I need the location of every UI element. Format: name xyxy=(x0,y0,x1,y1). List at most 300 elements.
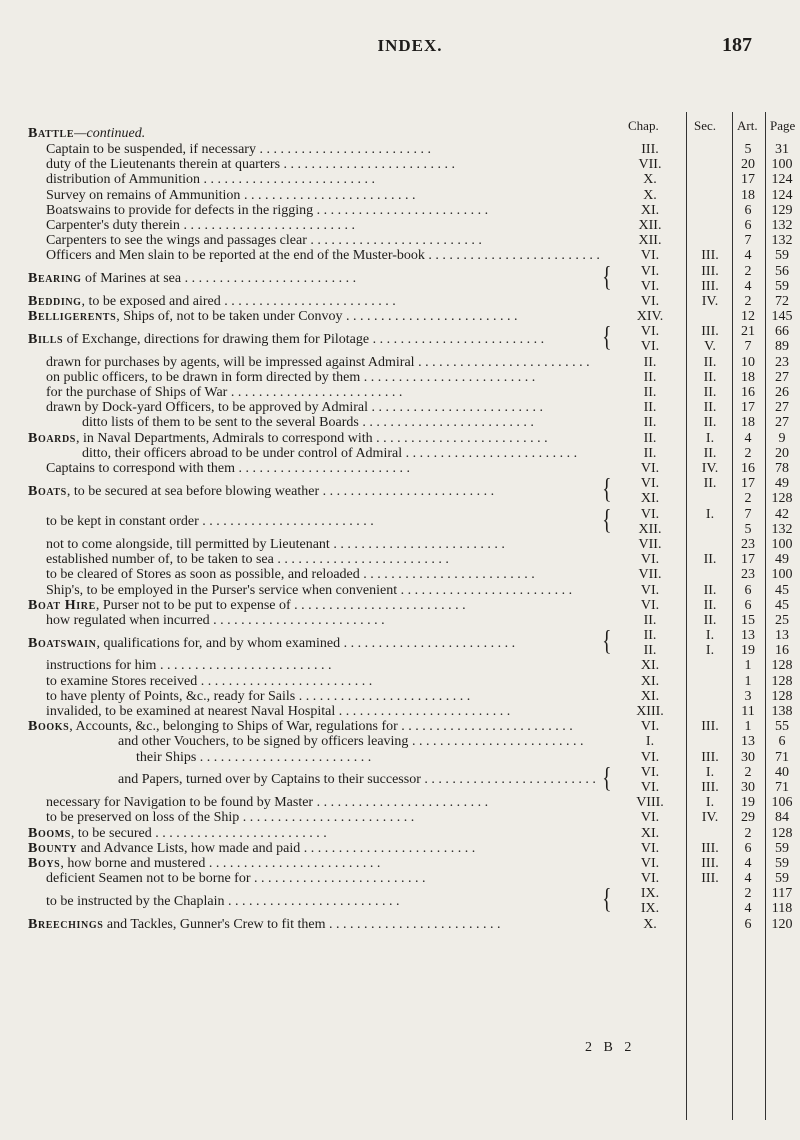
section-cell xyxy=(690,871,730,886)
entry-text xyxy=(46,400,600,415)
chapter-cell-value: III. xyxy=(641,142,659,157)
chapter-cell xyxy=(620,172,680,187)
article-cell xyxy=(734,431,762,446)
section-cell xyxy=(690,750,730,765)
article-cell-value: 19 xyxy=(741,795,755,811)
page-header xyxy=(0,0,800,60)
article-cell xyxy=(734,734,762,749)
chapter-cell-value: VI. xyxy=(640,779,660,795)
entry-text xyxy=(46,613,600,628)
page-cell xyxy=(766,172,798,187)
page-cell xyxy=(766,446,798,461)
article-cell-value: 6 xyxy=(744,582,752,598)
entry-text xyxy=(46,583,600,598)
section-cell-value: II. xyxy=(703,369,717,385)
section-cell xyxy=(690,552,730,567)
column-header-chap: Chap. xyxy=(628,118,659,133)
article-cell-value: 4 xyxy=(744,855,752,871)
article-cell xyxy=(734,461,762,476)
entry-text xyxy=(28,826,600,841)
article-cell xyxy=(734,233,762,248)
article-cell xyxy=(734,446,762,461)
section-cell xyxy=(690,507,730,522)
section-cell-value: II. xyxy=(703,597,717,613)
brace-mark: { xyxy=(602,626,612,658)
index-row xyxy=(0,841,800,856)
entry-text xyxy=(46,218,600,233)
index-row xyxy=(0,385,800,400)
page-cell-value: 106 xyxy=(771,795,793,811)
entry-text xyxy=(46,157,600,172)
section-cell-value: II. xyxy=(703,400,717,416)
entry-description: to be cleared of Stores as soon as possible, and reloaded xyxy=(46,567,360,583)
chapter-cell xyxy=(620,886,680,916)
entry-description: , to be secured at sea before blowing weather xyxy=(66,483,320,499)
leader-dots: . . . . . . . . . . . . . . . . . . . . . . . . . xyxy=(342,309,518,325)
entry-text xyxy=(118,734,600,749)
section-cell-value: IV. xyxy=(701,460,719,476)
chapter-cell xyxy=(620,689,680,704)
chapter-cell-value: VI. xyxy=(640,810,660,826)
article-cell-value: 12 xyxy=(741,309,755,325)
entry-text xyxy=(28,271,600,286)
entry-text xyxy=(28,332,600,347)
page-cell xyxy=(766,886,798,916)
section-cell xyxy=(690,583,730,598)
brace-mark: { xyxy=(602,884,612,916)
page-cell xyxy=(766,415,798,430)
leader-dots: . . . . . . . . . . . . . . . . . . . . . . . . . xyxy=(300,840,476,856)
entry-keyword: Bills xyxy=(28,331,64,347)
chapter-cell-value: XI. xyxy=(640,673,660,689)
page-cell-value: 128 xyxy=(771,658,793,674)
article-cell-value: 6 xyxy=(744,916,752,932)
chapter-cell xyxy=(620,841,680,856)
section-cell xyxy=(690,841,730,856)
leader-dots: . . . . . . . . . . . . . . . . . . . . . . . . . xyxy=(151,825,327,841)
chapter-cell-value: VI. xyxy=(640,278,660,294)
section-cell xyxy=(690,370,730,385)
chapter-cell-value: XI. xyxy=(640,825,660,841)
page-cell-value: 20 xyxy=(775,445,789,461)
chapter-cell-value: VI. xyxy=(640,339,660,355)
entry-description: , Ships of, not to be taken under Convoy xyxy=(116,309,343,325)
leader-dots: . . . . . . . . . . . . . . . . . . . . . . . . . xyxy=(424,248,600,264)
article-cell-value: 6 xyxy=(744,597,752,613)
entry-text xyxy=(82,415,600,430)
page-cell xyxy=(766,461,798,476)
section-cell-value: III. xyxy=(701,278,719,294)
entry-description: drawn for purchases by agents, will be impressed against Admiral xyxy=(46,354,415,370)
page-cell-value: 100 xyxy=(771,567,793,583)
page-cell-value: 120 xyxy=(771,916,793,932)
entry-text xyxy=(46,514,600,529)
entry-description: to have plenty of Points, &c., ready for Sails xyxy=(46,688,296,704)
page-cell xyxy=(766,658,798,673)
page-cell-value: 27 xyxy=(775,415,789,431)
page-cell xyxy=(766,476,798,506)
index-row xyxy=(0,431,800,446)
chapter-cell xyxy=(620,446,680,461)
chapter-cell-value: II. xyxy=(643,369,657,385)
leader-dots: . . . . . . . . . . . . . . . . . . . . . . . . . xyxy=(280,157,456,173)
article-cell-value: 4 xyxy=(744,278,752,294)
leader-dots: . . . . . . . . . . . . . . . . . . . . . . . . . xyxy=(209,612,385,628)
page-cell-value: 132 xyxy=(771,233,793,249)
article-cell xyxy=(734,294,762,309)
index-row xyxy=(0,871,800,886)
chapter-cell-value: VI. xyxy=(640,855,660,871)
article-cell-value: 2 xyxy=(744,886,752,902)
entry-text xyxy=(136,750,600,765)
chapter-cell xyxy=(620,324,680,354)
entry-text xyxy=(28,636,600,651)
page-cell-value: 100 xyxy=(771,536,793,552)
chapter-cell xyxy=(620,431,680,446)
column-header-art: Art. xyxy=(737,118,758,133)
section-cell xyxy=(690,795,730,810)
section-cell xyxy=(690,294,730,309)
section-cell xyxy=(690,719,730,734)
section-cell xyxy=(690,598,730,613)
page-cell xyxy=(766,507,798,537)
chapter-cell-value: XIII. xyxy=(636,704,664,720)
section-cell-value: II. xyxy=(703,354,717,370)
index-row xyxy=(0,476,800,506)
chapter-cell-value: VII. xyxy=(638,567,662,583)
entry-text xyxy=(46,248,600,263)
page-cell-value: 23 xyxy=(775,354,789,370)
article-cell xyxy=(734,871,762,886)
article-cell-value: 2 xyxy=(744,764,752,780)
page-cell xyxy=(766,613,798,628)
page-cell xyxy=(766,917,798,932)
chapter-cell xyxy=(620,719,680,734)
entry-description: Survey on remains of Ammunition xyxy=(46,187,241,203)
page-cell-value: 129 xyxy=(771,202,793,218)
article-cell-value: 19 xyxy=(741,643,755,659)
index-row xyxy=(0,917,800,932)
article-cell-value: 23 xyxy=(741,567,755,583)
chapter-cell-value: VI. xyxy=(640,293,660,309)
index-row xyxy=(0,810,800,825)
entry-keyword: Bounty xyxy=(28,840,78,856)
leader-dots: . . . . . . . . . . . . . . . . . . . . . . . . . xyxy=(340,635,516,651)
article-cell xyxy=(734,157,762,172)
chapter-cell xyxy=(620,294,680,309)
entry-description: instructions for him xyxy=(46,658,157,674)
page-cell-value: 49 xyxy=(775,552,789,568)
article-cell-value: 4 xyxy=(744,430,752,446)
page-cell xyxy=(766,795,798,810)
entry-text xyxy=(46,894,600,909)
leader-dots: . . . . . . . . . . . . . . . . . . . . . . . . . xyxy=(402,445,578,461)
article-cell xyxy=(734,674,762,689)
article-cell-value: 1 xyxy=(744,673,752,689)
chapter-cell xyxy=(620,734,680,749)
entry-description: to be preserved on loss of the Ship xyxy=(46,810,240,826)
chapter-cell xyxy=(620,628,680,658)
article-cell-value: 17 xyxy=(741,172,755,188)
index-row xyxy=(0,598,800,613)
section-cell-value: I. xyxy=(705,430,715,446)
article-cell xyxy=(734,188,762,203)
page-cell-value: 132 xyxy=(771,521,793,537)
chapter-cell-value: VI. xyxy=(640,476,660,492)
page-cell-value: 100 xyxy=(771,157,793,173)
leader-dots: . . . . . . . . . . . . . . . . . . . . . . . . . xyxy=(368,400,544,416)
entry-text xyxy=(46,188,600,203)
page-cell-value: 25 xyxy=(775,612,789,628)
section-cell-value: IV. xyxy=(701,293,719,309)
chapter-cell xyxy=(620,461,680,476)
page-cell-value: 71 xyxy=(775,749,789,765)
entry-description: deficient Seamen not to be borne for xyxy=(46,871,251,887)
page-cell-value: 89 xyxy=(775,339,789,355)
index-row xyxy=(0,172,800,187)
section-cell-value: I. xyxy=(705,506,715,522)
leader-dots: . . . . . . . . . . . . . . . . . . . . . . . . . xyxy=(306,233,482,249)
article-cell xyxy=(734,476,762,506)
section-cell-value: I. xyxy=(705,795,715,811)
article-cell-value: 2 xyxy=(744,445,752,461)
page-cell-value: 40 xyxy=(775,764,789,780)
page-cell xyxy=(766,689,798,704)
index-row xyxy=(0,370,800,385)
chapter-cell xyxy=(620,613,680,628)
section-cell-value: II. xyxy=(703,582,717,598)
entry-text xyxy=(46,370,600,385)
entry-description: Carpenter's duty therein xyxy=(46,217,180,233)
article-cell-value: 23 xyxy=(741,536,755,552)
page-cell xyxy=(766,218,798,233)
page-cell xyxy=(766,248,798,263)
article-cell-value: 15 xyxy=(741,612,755,628)
section-cell-value: II. xyxy=(703,445,717,461)
page-cell-value: 26 xyxy=(775,385,789,401)
article-cell-value: 7 xyxy=(744,506,752,522)
chapter-cell xyxy=(620,917,680,932)
entry-text xyxy=(46,537,600,552)
index-row xyxy=(0,750,800,765)
chapter-cell xyxy=(620,370,680,385)
entry-description: and other Vouchers, to be signed by officers leaving xyxy=(118,734,409,750)
page-cell-value: 59 xyxy=(775,248,789,264)
article-cell-value: 13 xyxy=(741,734,755,750)
article-cell-value: 7 xyxy=(744,339,752,355)
leader-dots: . . . . . . . . . . . . . . . . . . . . . . . . . xyxy=(250,871,426,887)
chapter-cell xyxy=(620,567,680,582)
article-cell-value: 18 xyxy=(741,187,755,203)
brace-mark: { xyxy=(602,474,612,506)
index-row xyxy=(0,537,800,552)
article-cell xyxy=(734,370,762,385)
entry-description: to be kept in constant order xyxy=(46,514,199,530)
page-cell-value: 59 xyxy=(775,278,789,294)
article-cell-value: 1 xyxy=(744,658,752,674)
entry-description: Officers and Men slain to be reported at the end of the Muster-book xyxy=(46,248,425,264)
index-row xyxy=(0,719,800,734)
chapter-cell xyxy=(620,415,680,430)
entry-text xyxy=(28,431,600,446)
index-row xyxy=(0,324,800,354)
index-row xyxy=(0,218,800,233)
entry-description: duty of the Lieutenants therein at quarters xyxy=(46,157,281,173)
leader-dots: . . . . . . . . . . . . . . . . . . . . . . . . . xyxy=(397,582,573,598)
leader-dots: . . . . . . . . . . . . . . . . . . . . . . . . . xyxy=(255,142,431,157)
page-cell xyxy=(766,567,798,582)
article-cell-value: 2 xyxy=(744,263,752,279)
chapter-cell xyxy=(620,810,680,825)
article-cell xyxy=(734,826,762,841)
index-row xyxy=(0,294,800,309)
chapter-cell-value: II. xyxy=(643,445,657,461)
page-cell xyxy=(766,537,798,552)
article-cell xyxy=(734,324,762,354)
article-cell-value: 5 xyxy=(744,142,752,157)
page-cell-value: 66 xyxy=(775,324,789,340)
page-cell xyxy=(766,355,798,370)
leader-dots: . . . . . . . . . . . . . . . . . . . . . . . . . xyxy=(414,354,590,370)
article-cell xyxy=(734,719,762,734)
page-cell-value: 45 xyxy=(775,582,789,598)
chapter-cell-value: VIII. xyxy=(636,795,664,811)
chapter-cell xyxy=(620,355,680,370)
page-cell-value: 117 xyxy=(771,886,793,902)
page-cell-value: 6 xyxy=(778,734,786,750)
page-cell xyxy=(766,264,798,294)
section-heading xyxy=(28,126,145,142)
entry-description: , in Naval Departments, Admirals to correspond with xyxy=(75,430,373,446)
entry-description: of Exchange, directions for drawing them for Pilotage xyxy=(63,331,370,347)
page-cell-value: 42 xyxy=(775,506,789,522)
page-cell xyxy=(766,552,798,567)
entry-keyword: Bearing xyxy=(28,271,82,287)
entry-text xyxy=(46,172,600,187)
entry-text xyxy=(46,552,600,567)
index-row xyxy=(0,795,800,810)
entry-description: of Marines at sea xyxy=(81,271,182,287)
leader-dots: . . . . . . . . . . . . . . . . . . . . . . . . . xyxy=(200,172,376,188)
index-row xyxy=(0,461,800,476)
entry-text xyxy=(28,856,600,871)
chapter-cell-value: VI. xyxy=(640,324,660,340)
page-cell xyxy=(766,309,798,324)
leader-dots: . . . . . . . . . . . . . . . . . . . . . . . . . xyxy=(181,271,357,287)
section-cell xyxy=(690,856,730,871)
entry-description: , to be secured xyxy=(70,825,152,841)
page-cell xyxy=(766,583,798,598)
chapter-cell xyxy=(620,674,680,689)
entry-text xyxy=(82,446,600,461)
page-cell xyxy=(766,157,798,172)
section-cell-value: II. xyxy=(703,552,717,568)
leader-dots: . . . . . . . . . . . . . . . . . . . . . . . . . xyxy=(273,552,449,568)
section-cell xyxy=(690,613,730,628)
leader-dots: . . . . . . . . . . . . . . . . . . . . . . . . . xyxy=(369,331,545,347)
page-cell xyxy=(766,841,798,856)
entry-text xyxy=(46,233,600,248)
article-cell xyxy=(734,598,762,613)
section-cell xyxy=(690,461,730,476)
chapter-cell-value: XI. xyxy=(640,202,660,218)
section-cell-value: II. xyxy=(703,385,717,401)
section-cell-value: III. xyxy=(701,719,719,735)
leader-dots: . . . . . . . . . . . . . . . . . . . . . . . . . xyxy=(329,536,505,552)
section-cell xyxy=(690,355,730,370)
section-cell-value: V. xyxy=(704,339,716,355)
leader-dots: . . . . . . . . . . . . . . . . . . . . . . . . . xyxy=(372,430,548,446)
section-cell xyxy=(690,324,730,354)
leader-dots: . . . . . . . . . . . . . . . . . . . . . . . . . xyxy=(196,749,372,765)
page-cell xyxy=(766,765,798,795)
section-cell-value: III. xyxy=(701,779,719,795)
entry-description: Captains to correspond with them xyxy=(46,460,235,476)
chapter-cell xyxy=(620,795,680,810)
article-cell xyxy=(734,355,762,370)
entry-keyword: Booms xyxy=(28,825,71,841)
article-cell-value: 3 xyxy=(744,688,752,704)
page-cell xyxy=(766,370,798,385)
article-cell xyxy=(734,309,762,324)
leader-dots: . . . . . . . . . . . . . . . . . . . . . . . . . xyxy=(295,688,471,704)
page-cell xyxy=(766,871,798,886)
chapter-cell xyxy=(620,765,680,795)
entry-description: for the purchase of Ships of War xyxy=(46,385,228,401)
chapter-cell-value: XI. xyxy=(640,491,660,507)
entry-description: , Accounts, &c., belonging to Ships of War, regulations for xyxy=(69,719,398,735)
article-cell-value: 21 xyxy=(741,324,755,340)
page-cell xyxy=(766,324,798,354)
page-cell xyxy=(766,233,798,248)
article-cell-value: 7 xyxy=(744,233,752,249)
chapter-cell xyxy=(620,400,680,415)
article-cell-value: 17 xyxy=(741,552,755,568)
page-cell-value: 124 xyxy=(771,172,793,188)
chapter-cell-value: VII. xyxy=(638,536,662,552)
section-cell-value: I. xyxy=(705,643,715,659)
section-cell xyxy=(690,264,730,294)
section-cell xyxy=(690,248,730,263)
page-cell-value: 45 xyxy=(775,597,789,613)
chapter-cell xyxy=(620,583,680,598)
section-cell-value: I. xyxy=(705,628,715,644)
chapter-cell xyxy=(620,537,680,552)
page-cell-value: 55 xyxy=(775,719,789,735)
article-cell xyxy=(734,248,762,263)
leader-dots: . . . . . . . . . . . . . . . . . . . . . . . . . xyxy=(313,795,489,811)
entry-description: distribution of Ammunition xyxy=(46,172,201,188)
entry-description: , to be exposed and aired xyxy=(81,293,221,309)
page-cell-value: 59 xyxy=(775,871,789,887)
page-cell-value: 27 xyxy=(775,400,789,416)
leader-dots: . . . . . . . . . . . . . . . . . . . . . . . . . xyxy=(360,369,536,385)
section-cell xyxy=(690,476,730,491)
chapter-cell-value: II. xyxy=(643,354,657,370)
column-header-sec: Sec. xyxy=(694,118,717,133)
article-cell-value: 16 xyxy=(741,385,755,401)
column-header-page: Page xyxy=(770,118,796,133)
leader-dots: . . . . . . . . . . . . . . . . . . . . . . . . . xyxy=(319,483,495,499)
entry-keyword: Boards xyxy=(28,430,76,446)
entry-keyword: Boats xyxy=(28,483,67,499)
chapter-cell xyxy=(620,750,680,765)
chapter-cell xyxy=(620,476,680,506)
index-row xyxy=(0,552,800,567)
page-cell-value: 128 xyxy=(771,825,793,841)
chapter-cell-value: II. xyxy=(643,415,657,431)
index-row xyxy=(0,203,800,218)
